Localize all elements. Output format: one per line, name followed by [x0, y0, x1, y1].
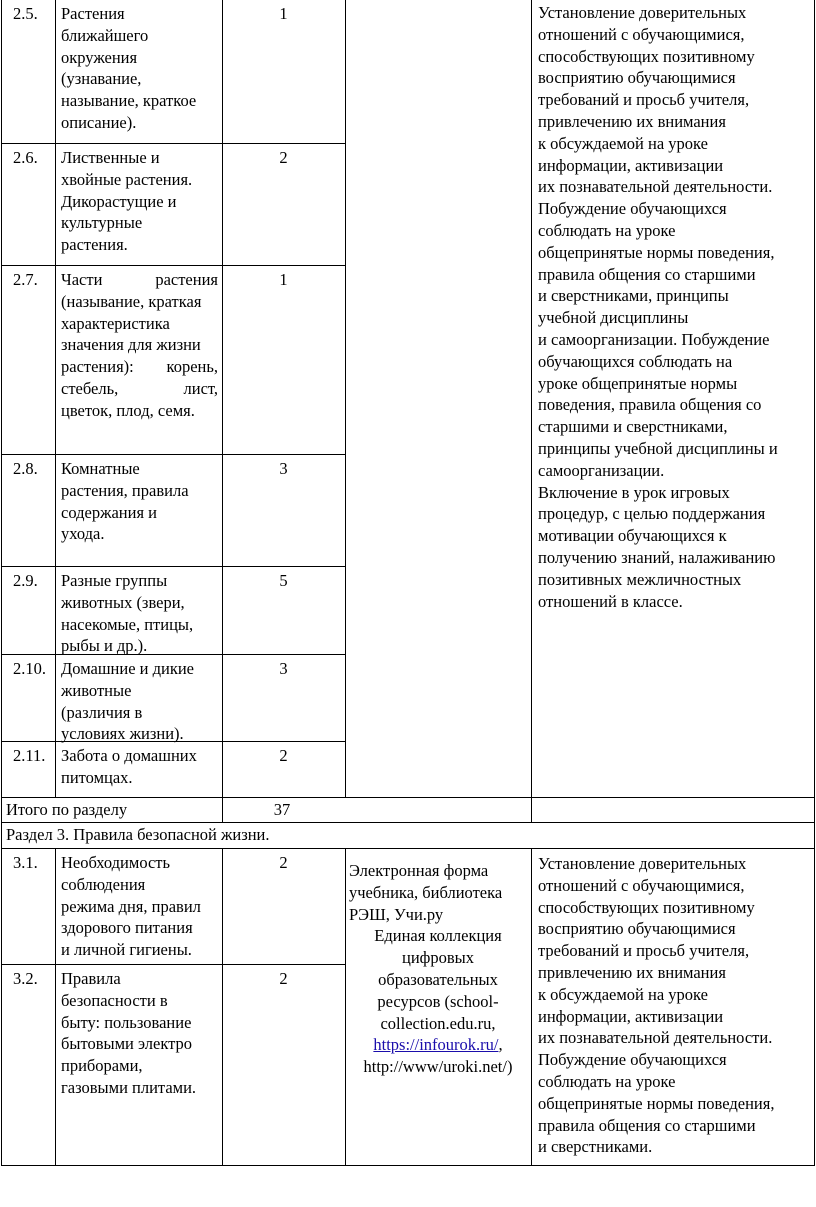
upbringing-text-line: информации, активизации [538, 155, 724, 175]
total-value: 37 [273, 800, 291, 819]
upbringing-text-line: требований и просьб учителя, [538, 90, 750, 110]
upbringing-text-line: Включение в урок игровых [538, 482, 730, 502]
row-number: 2.10. [13, 659, 46, 678]
topic-line: значения для жизни [61, 335, 201, 355]
resources-line: http://www/uroki.net/) [363, 1057, 513, 1077]
table-rule [1, 566, 346, 567]
upbringing-text-line: привлечению их внимания [538, 112, 726, 131]
resources-line: учебника, библиотека [349, 882, 503, 902]
upbringing-text-line: к обсуждаемой на уроке [538, 133, 708, 153]
table-rule [814, 0, 815, 1166]
resources-line: РЭШ, Учи.ру [349, 904, 444, 924]
upbringing-text-line: восприятию обучающимися [538, 919, 736, 939]
row-number: 2.11. [13, 746, 46, 765]
upbringing-text-line: требований и просьб учителя, [538, 941, 750, 961]
topic-line: бытовыми электро [61, 1034, 193, 1054]
topic-line: условиях жизни). [61, 724, 184, 744]
topic-line: описание). [61, 113, 137, 132]
upbringing-text-line: позитивных межличностных [538, 569, 742, 589]
upbringing-text-line: способствующих позитивному [538, 46, 755, 66]
topic-word: растения): [61, 357, 134, 377]
resources-line: collection.edu.ru, [380, 1013, 496, 1033]
topic-line: характеристика [61, 313, 170, 333]
topic-line: рыбы и др.). [61, 636, 148, 656]
infourok-link[interactable]: https://infourok.ru/ [373, 1035, 499, 1055]
row-number: 2.9. [13, 571, 38, 590]
topic-word: Части [61, 270, 103, 289]
topic-line: Дикорастущие и [61, 191, 177, 211]
topic-word: растения [155, 270, 218, 289]
topic-line: Растения [61, 4, 125, 23]
row-number: 3.1. [13, 853, 38, 872]
topic-line: ближайшего [61, 25, 149, 45]
topic-line: насекомые, птицы, [61, 614, 194, 634]
table-rule [531, 797, 532, 823]
upbringing-text-line: к обсуждаемой на уроке [538, 984, 708, 1004]
topic-line [61, 269, 218, 291]
upbringing-text-line: уроке общепринятые нормы [538, 373, 738, 393]
table-rule [1, 964, 346, 965]
topic-line: животные [61, 680, 132, 700]
topic-word: лист, [183, 379, 218, 398]
topic-line: (называние, краткая [61, 291, 202, 311]
upbringing-text-line: отношений с обучающимися, [538, 875, 745, 895]
upbringing-text-line: отношений с обучающимися, [538, 24, 745, 44]
table-rule [1, 797, 815, 798]
topic-line: соблюдения [61, 874, 146, 894]
row-number: 2.8. [13, 459, 38, 478]
hours-value: 1 [279, 270, 288, 289]
upbringing-text-line: Установление доверительных [538, 854, 747, 873]
topic-word: стебель, [61, 379, 119, 398]
row-number: 2.7. [13, 270, 38, 289]
topic-line: газовыми плитами. [61, 1078, 197, 1097]
table-rule [55, 848, 56, 1166]
topic-line: Разные группы [61, 571, 168, 590]
upbringing-text-line: самоорганизации. [538, 460, 665, 480]
upbringing-text-line: и сверстниками, принципы [538, 286, 729, 306]
topic-line: ухода. [61, 524, 105, 544]
upbringing-text-line: принципы учебной дисциплины и [538, 439, 778, 458]
topic-line: безопасности в [61, 990, 168, 1010]
topic-line: (узнавание, [61, 69, 142, 89]
topic-line: Правила [61, 969, 121, 988]
resources-link-line [345, 1034, 531, 1056]
row-number: 2.6. [13, 148, 38, 167]
topic-word: корень, [166, 357, 218, 377]
upbringing-text-line: отношений в классе. [538, 591, 683, 611]
topic-line: Домашние и дикие [61, 659, 195, 678]
topic-line: здорового питания [61, 918, 193, 938]
upbringing-text-line: Побуждение обучающихся [538, 1050, 727, 1070]
upbringing-text-line: их познавательной деятельности. [538, 177, 773, 197]
resources-line: Единая коллекция [374, 926, 502, 946]
upbringing-text-line: правила общения со старшими [538, 1115, 756, 1135]
upbringing-text-line: получению знаний, налаживанию [538, 548, 776, 567]
section-title: Раздел 3. Правила безопасной жизни. [6, 825, 270, 844]
topic-line [61, 356, 218, 378]
table-rule [222, 848, 223, 1166]
table-rule [1, 143, 346, 144]
topic-line: называние, краткое [61, 91, 197, 111]
upbringing-text-line: и сверстниками. [538, 1137, 653, 1157]
row-number: 3.2. [13, 969, 38, 988]
table-rule [1, 454, 346, 455]
upbringing-text-line: Побуждение обучающихся [538, 199, 727, 219]
table-rule [1, 265, 346, 266]
upbringing-text-line: соблюдать на уроке [538, 1072, 676, 1091]
table-rule [1, 1165, 815, 1166]
topic-line: быту: пользование [61, 1012, 192, 1032]
topic-line [61, 378, 218, 400]
topic-line: Лиственные и [61, 148, 160, 167]
table-rule [1, 848, 815, 849]
topic-line: растения. [61, 235, 128, 255]
hours-value: 2 [279, 148, 288, 167]
topic-line: цветок, плод, семя. [61, 400, 195, 420]
hours-value: 2 [279, 969, 288, 988]
topic-line: хвойные растения. [61, 169, 193, 189]
hours-value: 1 [279, 4, 288, 23]
upbringing-text-line: поведения, правила общения со [538, 395, 762, 415]
resources-line: ресурсов (school- [377, 991, 499, 1011]
topic-line: Необходимость [61, 853, 171, 872]
upbringing-text-line: старшими и сверстниками, [538, 417, 728, 437]
topic-line: окружения [61, 47, 138, 67]
upbringing-text-line: информации, активизации [538, 1006, 724, 1026]
upbringing-text-line: их познавательной деятельности. [538, 1028, 773, 1048]
hours-value: 2 [279, 853, 288, 872]
link-suffix: , [498, 1035, 503, 1055]
table-rule [1, 654, 346, 655]
upbringing-text-line: обучающихся соблюдать на [538, 351, 733, 371]
hours-value: 5 [279, 571, 288, 590]
table-rule [1, 822, 815, 823]
topic-line: животных (звери, [61, 592, 185, 612]
upbringing-text-line: процедур, с целью поддержания [538, 504, 766, 524]
table-rule [345, 0, 346, 798]
upbringing-text-line: общепринятые нормы поведения, [538, 1093, 775, 1113]
row-number: 2.5. [13, 4, 38, 23]
table-rule [531, 0, 532, 798]
upbringing-text-line: правила общения со старшими [538, 264, 756, 284]
upbringing-text-line: учебной дисциплины [538, 308, 689, 328]
topic-line: содержания и [61, 502, 157, 522]
hours-value: 2 [279, 746, 288, 765]
resources-line: образовательных [378, 970, 498, 989]
upbringing-text-line: мотивации обучающихся к [538, 526, 727, 546]
topic-line: питомцах. [61, 767, 133, 787]
topic-line: режима дня, правил [61, 896, 201, 916]
topic-line: растения, правила [61, 480, 189, 500]
upbringing-text-line: восприятию обучающимися [538, 68, 736, 88]
upbringing-text-line: и самоорганизации. Побуждение [538, 330, 770, 349]
topic-line: приборами, [61, 1056, 143, 1076]
upbringing-text-line: общепринятые нормы поведения, [538, 242, 775, 262]
upbringing-text-line: соблюдать на уроке [538, 221, 676, 240]
resources-line: Электронная форма [349, 861, 489, 880]
total-label: Итого по разделу [6, 800, 128, 819]
topic-line: культурные [61, 213, 143, 233]
upbringing-text-line: привлечению их внимания [538, 963, 726, 982]
resources-line: цифровых [402, 948, 474, 968]
topic-line: Забота о домашних [61, 746, 197, 765]
topic-line: и личной гигиены. [61, 940, 192, 960]
topic-line: (различия в [61, 702, 143, 722]
upbringing-text-line: Установление доверительных [538, 3, 747, 22]
table-rule [1, 0, 2, 1166]
upbringing-text-line: способствующих позитивному [538, 897, 755, 917]
table-rule [55, 0, 56, 798]
table-rule [531, 848, 532, 1166]
hours-value: 3 [279, 459, 288, 478]
topic-line: Комнатные [61, 459, 140, 478]
hours-value: 3 [279, 659, 288, 678]
